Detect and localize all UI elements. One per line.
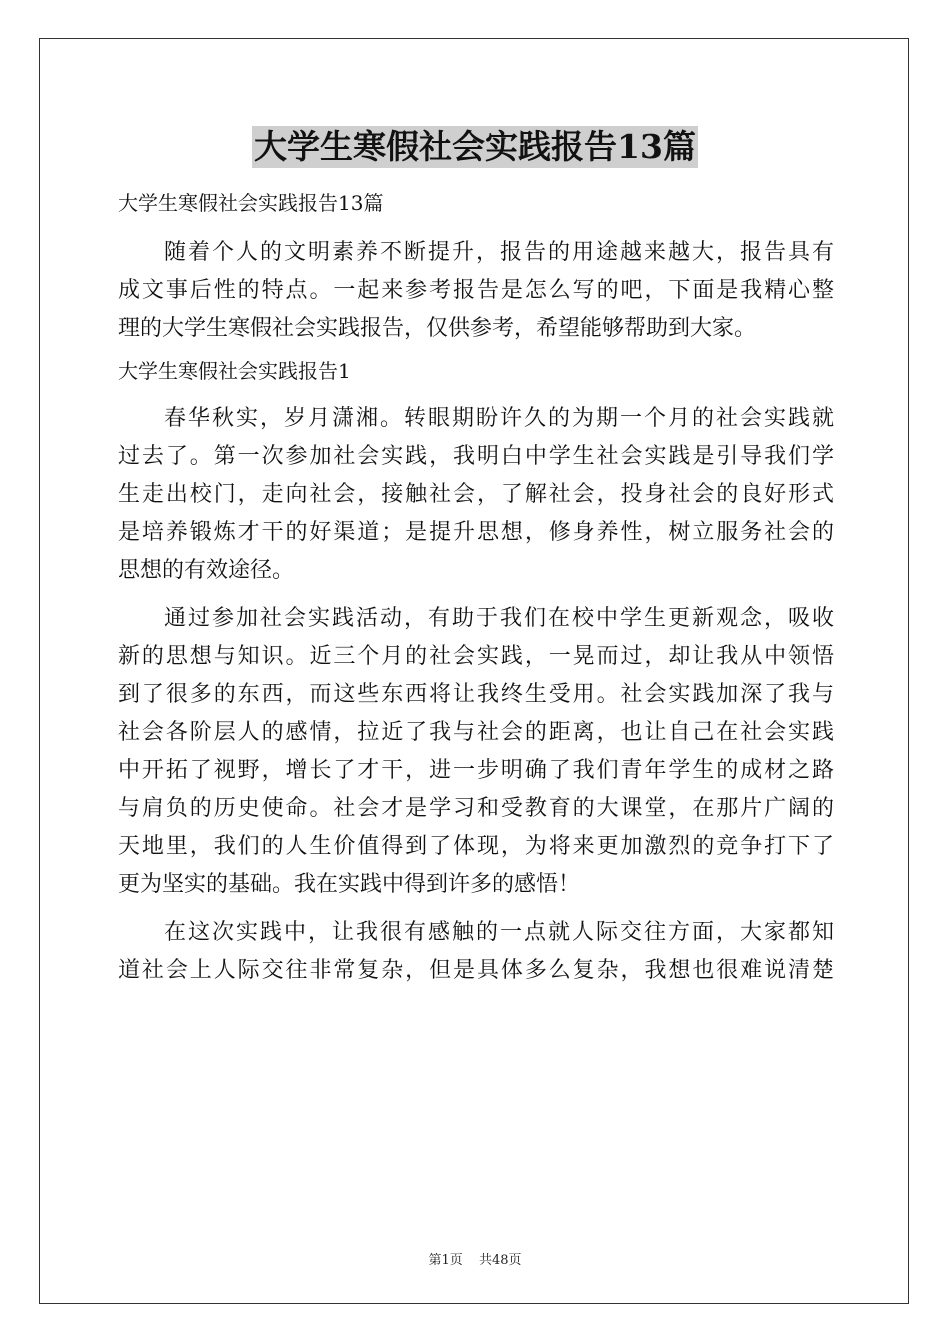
document-title: 大学生寒假社会实践报告13篇 xyxy=(254,127,696,166)
text-line: 社会各阶层人的感情，拉近了我与社会的距离，也让自己在社会实践 xyxy=(118,720,834,745)
text-line: 过去了。第一次参加社会实践，我明白中学生社会实践是引导我们学 xyxy=(118,444,834,469)
document-body xyxy=(118,180,834,990)
paragraph-2 xyxy=(118,600,834,904)
text-line: 中开拓了视野，增长了才干，进一步明确了我们青年学生的成材之路 xyxy=(118,758,834,783)
text-line: 天地里，我们的人生价值得到了体现，为将来更加激烈的竞争打下了 xyxy=(118,834,834,859)
text-line: 思想的有效途径。 xyxy=(118,558,295,583)
text-line: 到了很多的东西，而这些东西将让我终生受用。社会实践加深了我与 xyxy=(118,682,834,707)
paragraph-3 xyxy=(118,914,834,990)
text-line: 道社会上人际交往非常复杂，但是具体多么复杂，我想也很难说清楚 xyxy=(118,958,834,983)
text-line: 新的思想与知识。近三个月的社会实践，一晃而过，却让我从中领悟 xyxy=(118,644,834,669)
text-line: 更为坚实的基础。我在实践中得到许多的感悟！ xyxy=(118,872,581,897)
title-container xyxy=(0,126,950,168)
text-line: 理的大学生寒假社会实践报告，仅供参考，希望能够帮助到大家。 xyxy=(118,316,757,341)
paragraph-1 xyxy=(118,400,834,590)
text-line: 在这次实践中，让我很有感触的一点就人际交往方面，大家都知 xyxy=(164,920,834,945)
intro-paragraph xyxy=(118,234,834,348)
text-line: 随着个人的文明素养不断提升，报告的用途越来越大，报告具有 xyxy=(164,240,834,265)
text-line: 通过参加社会实践活动，有助于我们在校中学生更新观念，吸收 xyxy=(164,606,834,631)
text-line: 生走出校门，走向社会，接触社会，了解社会，投身社会的良好形式 xyxy=(118,482,834,507)
document-subtitle: 大学生寒假社会实践报告13篇 xyxy=(118,191,384,215)
page-footer xyxy=(0,1249,950,1268)
text-line: 春华秋实，岁月潇湘。转眼期盼许久的为期一个月的社会实践就 xyxy=(164,406,834,431)
section-heading: 大学生寒假社会实践报告1 xyxy=(118,359,351,383)
page-number: 第1页 xyxy=(428,1253,463,1268)
page-total: 共48页 xyxy=(478,1253,522,1268)
text-line: 是培养锻炼才干的好渠道；是提升思想，修身养性，树立服务社会的 xyxy=(118,520,834,545)
text-line: 成文事后性的特点。一起来参考报告是怎么写的吧，下面是我精心整 xyxy=(118,278,834,303)
text-line: 与肩负的历史使命。社会才是学习和受教育的大课堂，在那片广阔的 xyxy=(118,796,834,821)
